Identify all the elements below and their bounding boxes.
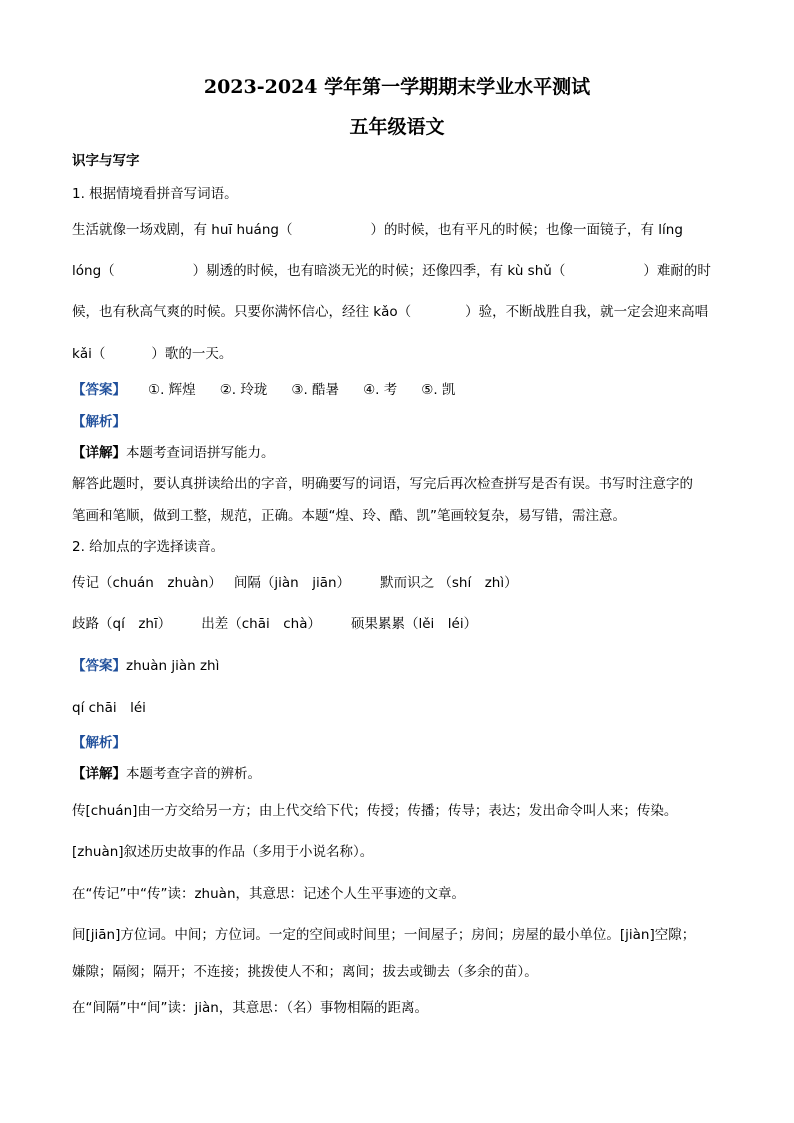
q1-text: lóng（ — [72, 263, 115, 279]
q1-text: kǎi（ — [72, 346, 106, 362]
answer-option: ④. 考 — [363, 382, 398, 398]
q1-text: ）歌的一天。 — [151, 346, 233, 362]
q2-row-1 — [72, 574, 518, 592]
q1-text: ）剔透的时候，也有暗淡无光的时候；还像四季，有 kù shǔ（ — [192, 263, 566, 279]
answer-option: ⑤. 凯 — [421, 382, 456, 398]
q2-explanation-6: 在“间隔”中“间”读：jiàn，其意思：（名）事物相隔的距离。 — [72, 1000, 429, 1016]
exam-subtitle: 五年级语文 — [349, 116, 445, 138]
analysis-tag: 【解析】 — [72, 735, 126, 751]
q1-text: 候，也有秋高气爽的时候。只要你满怀信心，经往 kǎo（ — [72, 304, 412, 320]
q1-explanation-2: 笔画和笔顺，做到工整，规范，正确。本题“煌、玲、酷、凯”笔画较复杂，易写错，需注意。 — [72, 508, 626, 524]
detail-tag: 【详解】 — [72, 445, 126, 461]
q1-prompt: 1. 根据情境看拼音写词语。 — [72, 186, 238, 202]
q2-item: 歧路（qí zhī） — [72, 616, 172, 632]
answer-tag: 【答案】 — [72, 382, 126, 398]
q1-line-2 — [72, 262, 711, 280]
answer-option: ①. 辉煌 — [148, 382, 196, 398]
q2-prompt: 2. 给加点的字选择读音。 — [72, 539, 225, 555]
q1-explanation-1: 解答此题时，要认真拼读给出的字音，明确要写的词语，写完后再次检查拼写是否有误。书写时注意字的 — [72, 476, 693, 492]
q1-text: ）的时候，也有平凡的时候；也像一面镜子，有 líng — [370, 222, 683, 238]
q1-line-1 — [72, 221, 683, 239]
answer-option: ②. 玲珑 — [219, 382, 268, 398]
q2-explanation-2: [zhuàn]叙述历史故事的作品（多用于小说名称）。 — [72, 844, 374, 860]
answer-text: zhuàn jiàn zhì — [126, 658, 220, 674]
exam-title: 2023-2024 学年第一学期期末学业水平测试 — [203, 76, 591, 98]
q1-line-3 — [72, 303, 708, 321]
q2-answer — [72, 657, 219, 675]
q2-explanation-4: 间[jiān]方位词。中间；方位词。一定的空间或时间里；一间屋子；房间；房屋的最小单位。[jiàn]空隙； — [72, 927, 696, 943]
q2-row-2 — [72, 615, 477, 633]
analysis-tag: 【解析】 — [72, 414, 126, 430]
q1-text: 生活就像一场戏剧，有 huī huáng（ — [72, 222, 293, 238]
detail-text: 本题考查词语拼写能力。 — [126, 445, 275, 461]
q2-item: 出差（chāi chà） — [201, 616, 321, 632]
q2-item: 硕果累累（lěi léi） — [350, 616, 478, 632]
q2-detail — [72, 765, 261, 783]
q1-text: ）验，不断战胜自我，就一定会迎来高唱 — [465, 304, 709, 320]
q2-explanation-3: 在“传记”中“传”读：zhuàn，其意思：记述个人生平事迹的文章。 — [72, 886, 466, 902]
q1-text: ）难耐的时 — [643, 263, 711, 279]
q2-item: 默而识之 （shí zhì） — [380, 575, 518, 591]
q2-explanation-1: 传[chuán]由一方交给另一方；由上代交给下代；传授；传播；传导；表达；发出命令叫人来；传染。 — [72, 803, 678, 819]
detail-tag: 【详解】 — [72, 766, 126, 782]
section-heading: 识字与写字 — [72, 153, 140, 169]
q2-answer-2: qí chāi léi — [72, 700, 146, 716]
q2-item: 传记（chuán zhuàn） — [72, 575, 222, 591]
q2-item: 间隔（jiàn jiān） — [233, 575, 351, 591]
answer-tag: 【答案】 — [72, 658, 126, 674]
detail-text: 本题考查字音的辨析。 — [126, 766, 261, 782]
q1-detail — [72, 444, 275, 462]
q1-answer — [72, 381, 479, 399]
answer-option: ③. 酷暑 — [291, 382, 340, 398]
q1-line-4 — [72, 345, 232, 363]
q2-explanation-5: 嫌隙；隔阂；隔开；不连接；挑拨使人不和；离间；拔去或锄去（多余的苗）。 — [72, 964, 538, 980]
